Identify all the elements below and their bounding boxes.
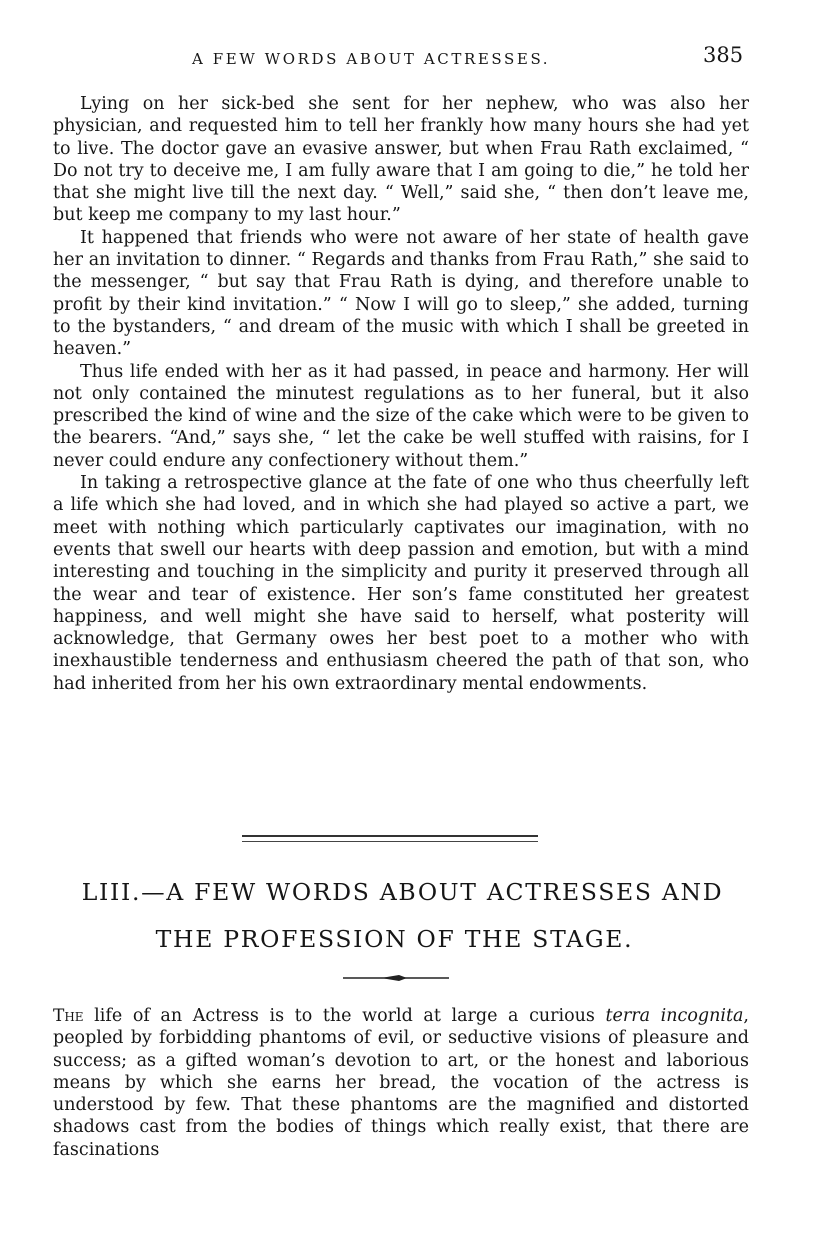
italic-phrase: terra incognita — [605, 1006, 744, 1026]
section-divider-rule — [242, 835, 538, 842]
paragraph: In taking a retrospective glance at the fate of one who thus cheerfully left a life which she had loved, and in which she had played so active a part, we meet with nothing which particularly captivates our imagination, with no events that swell our hearts with deep passion and emotion, but with a mind interesting and touching in the simplicity and purity it preserved through all the wear and tear of existence. Her son’s fame constituted her greatest happiness, and well might she have said to herself, what posterity will acknowledge, that Germany owes her best poet to a mother who with inexhaustible tenderness and enthusiasm cheered the path of that son, who had inherited from her his own extraordinary mental endowments. — [53, 473, 749, 694]
chapter-opening-text — [53, 1005, 749, 1161]
running-title: A FEW WORDS ABOUT ACTRESSES. — [192, 50, 551, 68]
page-number: 385 — [703, 43, 744, 67]
chapter-heading-line-1: LIII.—A FEW WORDS ABOUT ACTRESSES AND — [81, 878, 724, 906]
paragraph: Lying on her sick-bed she sent for her nephew, who was also her physician, and requested him to tell her frankly how many hours she had yet to live. The doctor gave an evasive answer, but when Frau Rath exclaimed, “ Do not try to deceive me, I am fully aware that I am going to die,” he told her that she might live till the next day. “ Well,” said she, “ then don’t leave me, but keep me company to my last hour.” — [53, 94, 749, 226]
opening-text-2: , peopled by forbidding phantoms of evil, or seductive visions of pleasure and success; as a gifted woman’s devotion to art, or the honest and laborious means by which she earns her bread, the vocation of the actress is understood by few. That these phantoms are the magnified and distorted shadows cast from the bodies of things which really exist, that there are fascinations — [53, 1006, 749, 1160]
running-header — [0, 40, 817, 70]
chapter-heading-line-2: THE PROFESSION OF THE STAGE. — [155, 925, 634, 953]
ornament-rule — [341, 972, 451, 984]
paragraph: It happened that friends who were not aware of her state of health gave her an invitation to dinner. “ Regards and thanks from Frau Rath,” she said to the messenger, “ but say that Frau Rath is dying, and therefore unable to profit by their kind invitation.” “ Now I will go to sleep,” she added, turning to the bystanders, “ and dream of the music with which I shall be greeted in heaven.” — [53, 227, 749, 360]
body-text — [53, 93, 749, 695]
opening-first-word: The — [53, 1006, 84, 1026]
paragraph: Thus life ended with her as it had passed, in peace and harmony. Her will not only contained the minutest regulations as to her funeral, but it also prescribed the kind of wine and the size of the cake which were to be given to the bearers. “And,” says she, “ let the cake be well stuffed with raisins, for I never could endure any confectionery without them.” — [53, 361, 749, 471]
opening-text-1: life of an Actress is to the world at large a curious — [83, 1006, 606, 1026]
opening-paragraph — [53, 1005, 749, 1161]
